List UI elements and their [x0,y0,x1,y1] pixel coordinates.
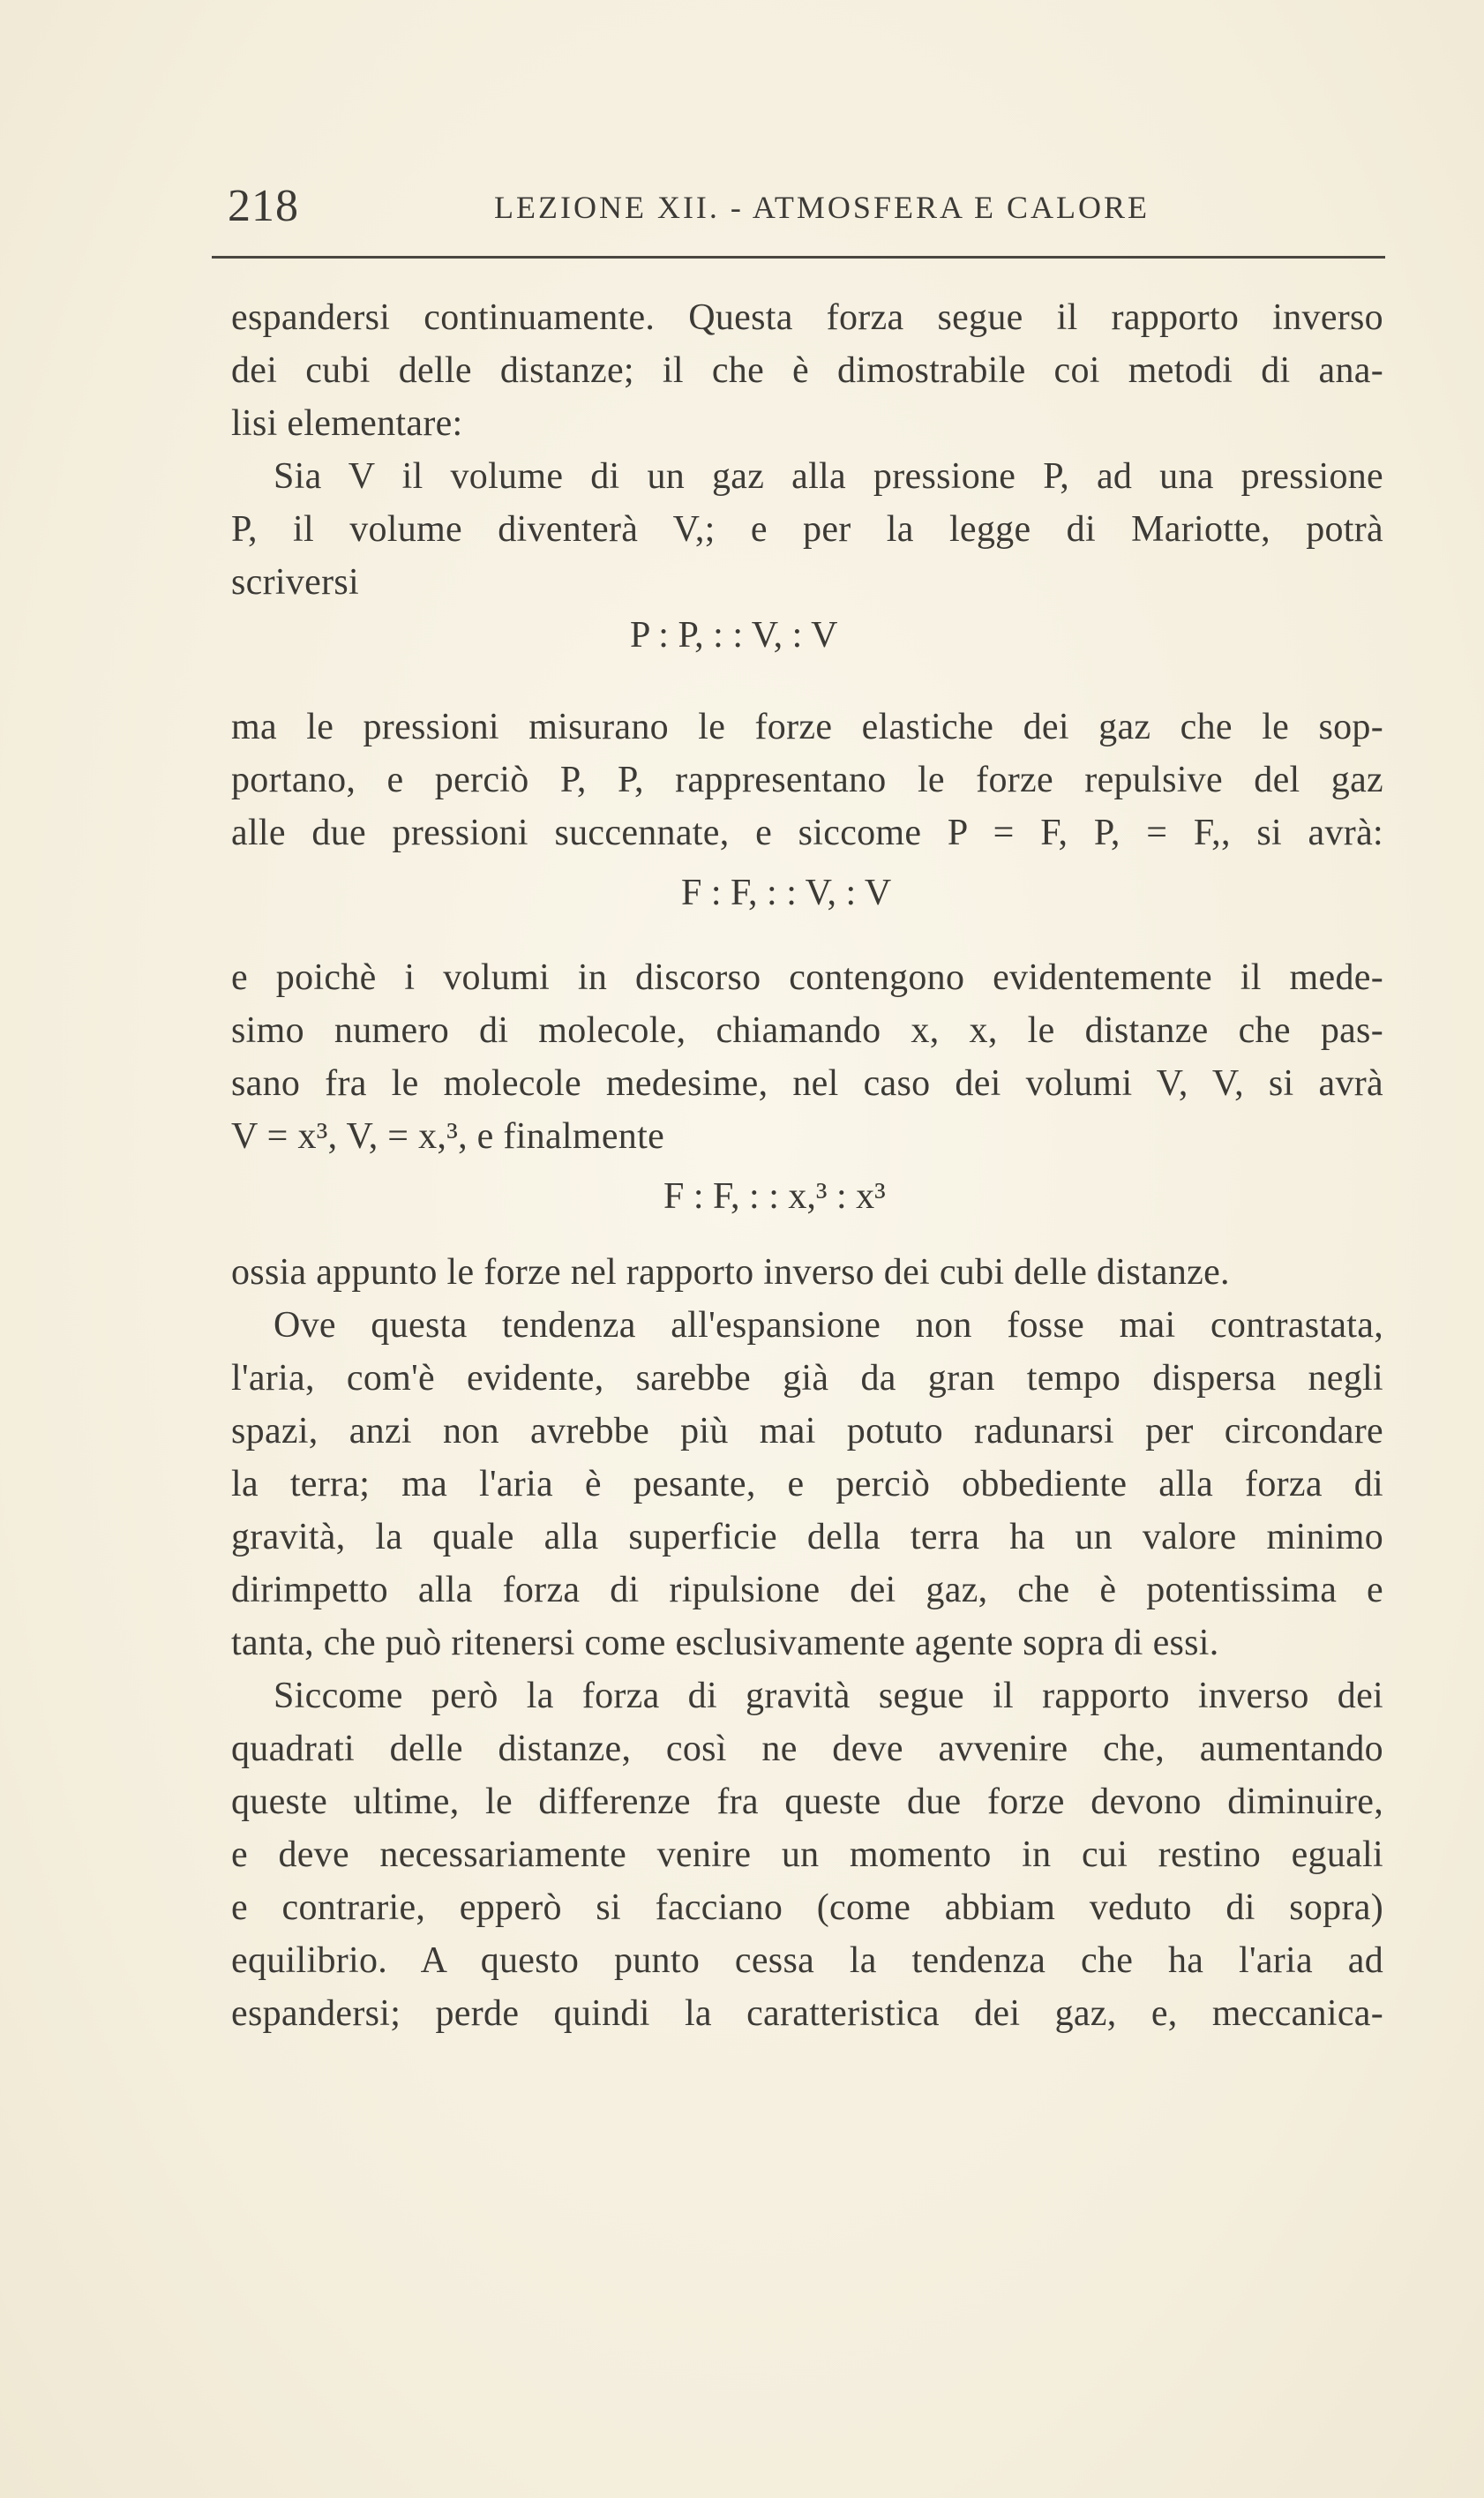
text-line: lisi elementare: [231,403,463,444]
spacer [231,919,1383,951]
text-line: quadrati delle distanze, così ne deve avvenire che, aumentando [231,1729,1383,1769]
text-line: alle due pressioni succennate, e siccome P = F, P, = F,, si avrà: [231,813,1383,853]
formula: F : F, : : x,³ : x³ [663,1176,886,1217]
text-line: dirimpetto alla forza di ripulsione dei gaz, che è potentissima e [231,1570,1383,1610]
spacer [231,859,1383,866]
text-line: e poichè i volumi in discorso contengono evidentemente il mede- [231,957,1383,998]
text-line: Siccome però la forza di gravità segue il rapporto inverso dei [274,1676,1383,1716]
text-line: ma le pressioni misurano le forze elastiche dei gaz che le sop- [231,707,1383,747]
text-line: simo numero di molecole, chiamando x, x, le distanze che pas- [231,1010,1383,1051]
formula: P : P, : : V, : V [630,615,838,656]
text-line: ossia appunto le forze nel rapporto inverso dei cubi delle distanze. [231,1252,1230,1293]
text-line: sano fra le molecole medesime, nel caso dei volumi V, V, si avrà [231,1063,1383,1104]
text-line: tanta, che può ritenersi come esclusivamente agente sopra di essi. [231,1623,1219,1663]
text-line: spazi, anzi non avrebbe più mai potuto radunarsi per circondare [231,1411,1383,1452]
text-line: equilibrio. A questo punto cessa la tendenza che ha l'aria ad [231,1940,1383,1981]
text-line: espandersi continuamente. Questa forza segue il rapporto inverso [231,297,1383,338]
page-number: 218 [228,181,299,231]
text-line: dei cubi delle distanze; il che è dimostrabile coi metodi di ana- [231,350,1383,391]
text-line: portano, e perciò P, P, rappresentano le forze repulsive del gaz [231,760,1383,800]
text-line: queste ultime, le differenze fra queste due forze devono diminuire, [231,1782,1383,1822]
running-title: LEZIONE XII. - ATMOSFERA E CALORE [494,190,1150,225]
text-line: Ove questa tendenza all'espansione non fosse mai contrastata, [274,1305,1383,1346]
text-line: l'aria, com'è evidente, sarebbe già da gran tempo dispersa negli [231,1358,1383,1399]
text-line: e contrarie, epperò si facciano (come abbiam veduto di sopra) [231,1887,1383,1928]
text-line: e deve necessariamente venire un momento in cui restino eguali [231,1834,1383,1875]
header-rule [212,256,1385,259]
text-line: Sia V il volume di un gaz alla pressione P, ad una pressione [274,456,1383,497]
text-line: scriversi [231,562,359,603]
spacer [231,1223,1383,1246]
text-line: V = x³, V, = x,³, e finalmente [231,1116,665,1157]
spacer [231,662,1383,701]
text-line: P, il volume diventerà V,; e per la legge di Mariotte, potrà [231,509,1383,550]
page-header [228,180,1385,233]
body-text [231,291,1383,2040]
text-line: la terra; ma l'aria è pesante, e perciò obbediente alla forza di [231,1464,1383,1504]
text-line: espandersi; perde quindi la caratteristica dei gaz, e, meccanica- [231,1993,1383,2034]
spacer [231,1163,1383,1170]
formula: F : F, : : V, : V [681,873,892,913]
text-line: gravità, la quale alla superficie della terra ha un valore minimo [231,1517,1383,1557]
